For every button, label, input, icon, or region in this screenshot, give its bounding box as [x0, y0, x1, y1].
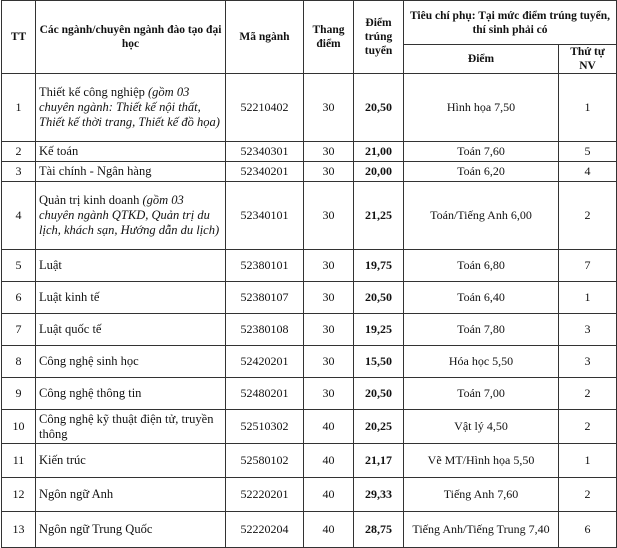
major-name	[36, 74, 226, 142]
major-code: 52220201	[226, 478, 304, 512]
header-major: Các ngành/chuyên ngành đào tạo đại học	[36, 1, 226, 74]
admission-score: 20,25	[354, 410, 404, 444]
admission-table	[1, 0, 617, 548]
major-title: Luật quốc tế	[39, 322, 102, 336]
score-scale: 40	[304, 410, 354, 444]
major-name	[36, 250, 226, 282]
admission-score: 19,75	[354, 250, 404, 282]
table-row	[2, 314, 617, 346]
major-title: Công nghệ sinh học	[39, 354, 139, 368]
major-name	[36, 282, 226, 314]
table-row	[2, 74, 617, 142]
major-note: (gồm 03 chuyên ngành QTKD, Quản trị du lịch, khách sạn, Hướng dẫn du lịch)	[39, 193, 220, 237]
criteria-score: Vật lý 4,50	[404, 410, 559, 444]
major-code: 52380107	[226, 282, 304, 314]
priority-order: 6	[559, 512, 617, 548]
admission-score: 15,50	[354, 346, 404, 378]
score-scale: 30	[304, 346, 354, 378]
header-criteria-score: Điểm	[404, 45, 559, 74]
admission-score: 20,50	[354, 378, 404, 410]
priority-order: 3	[559, 314, 617, 346]
row-number: 11	[2, 444, 36, 478]
table-row	[2, 478, 617, 512]
row-number: 10	[2, 410, 36, 444]
row-number: 4	[2, 182, 36, 250]
admission-score: 21,00	[354, 142, 404, 162]
table-row	[2, 142, 617, 162]
score-scale: 30	[304, 74, 354, 142]
score-scale: 30	[304, 250, 354, 282]
criteria-score: Tiếng Anh/Tiếng Trung 7,40	[404, 512, 559, 548]
priority-order: 2	[559, 410, 617, 444]
major-name	[36, 444, 226, 478]
criteria-score: Hình họa 7,50	[404, 74, 559, 142]
major-title: Ngôn ngữ Anh	[39, 487, 114, 501]
major-title: Quản trị kinh doanh	[39, 193, 140, 207]
major-title: Ngôn ngữ Trung Quốc	[39, 522, 153, 536]
table-row	[2, 250, 617, 282]
admission-score: 20,50	[354, 282, 404, 314]
major-name	[36, 142, 226, 162]
priority-order: 5	[559, 142, 617, 162]
major-title: Luật	[39, 258, 62, 272]
row-number: 8	[2, 346, 36, 378]
criteria-score: Toán/Tiếng Anh 6,00	[404, 182, 559, 250]
table-row	[2, 346, 617, 378]
criteria-score: Toán 6,80	[404, 250, 559, 282]
criteria-score: Tiếng Anh 7,60	[404, 478, 559, 512]
row-number: 13	[2, 512, 36, 548]
priority-order: 2	[559, 182, 617, 250]
row-number: 3	[2, 162, 36, 182]
major-name	[36, 346, 226, 378]
score-scale: 30	[304, 282, 354, 314]
major-code: 52340201	[226, 162, 304, 182]
row-number: 2	[2, 142, 36, 162]
priority-order: 1	[559, 444, 617, 478]
major-title: Công nghệ thông tin	[39, 386, 142, 400]
admission-score: 20,00	[354, 162, 404, 182]
row-number: 5	[2, 250, 36, 282]
major-code: 52510302	[226, 410, 304, 444]
row-number: 7	[2, 314, 36, 346]
major-code: 52340301	[226, 142, 304, 162]
criteria-score: Toán 7,80	[404, 314, 559, 346]
priority-order: 3	[559, 346, 617, 378]
major-title: Kế toán	[39, 144, 79, 158]
major-name	[36, 512, 226, 548]
admission-score: 21,17	[354, 444, 404, 478]
row-number: 9	[2, 378, 36, 410]
major-title: Tài chính - Ngân hàng	[39, 164, 152, 178]
header-score: Điểm trúng tuyển	[354, 1, 404, 74]
major-code: 52340101	[226, 182, 304, 250]
major-code: 52480201	[226, 378, 304, 410]
major-name	[36, 410, 226, 444]
header-scale: Thang điểm	[304, 1, 354, 74]
major-code: 52210402	[226, 74, 304, 142]
table-row	[2, 410, 617, 444]
major-code: 52380101	[226, 250, 304, 282]
priority-order: 7	[559, 250, 617, 282]
priority-order: 2	[559, 378, 617, 410]
major-title: Công nghệ kỹ thuật điện tử, truyền thông	[39, 411, 214, 441]
table-row	[2, 182, 617, 250]
score-scale: 30	[304, 182, 354, 250]
table-row	[2, 378, 617, 410]
major-code: 52380108	[226, 314, 304, 346]
major-name	[36, 478, 226, 512]
major-name	[36, 182, 226, 250]
table-row	[2, 282, 617, 314]
score-scale: 40	[304, 512, 354, 548]
header-priority: Thứ tự NV	[559, 45, 617, 74]
major-code: 52220204	[226, 512, 304, 548]
admission-score: 28,75	[354, 512, 404, 548]
row-number: 6	[2, 282, 36, 314]
admission-score: 29,33	[354, 478, 404, 512]
score-scale: 40	[304, 444, 354, 478]
score-scale: 30	[304, 378, 354, 410]
priority-order: 1	[559, 74, 617, 142]
table-row	[2, 162, 617, 182]
criteria-score: Toán 7,60	[404, 142, 559, 162]
criteria-score: Toán 6,20	[404, 162, 559, 182]
major-title: Kiến trúc	[39, 453, 86, 467]
score-scale: 30	[304, 314, 354, 346]
header-criteria: Tiêu chí phụ: Tại mức điểm trúng tuyển, thí sinh phải có	[404, 1, 617, 45]
major-title: Luật kinh tế	[39, 290, 100, 304]
major-code: 52420201	[226, 346, 304, 378]
admission-score: 21,25	[354, 182, 404, 250]
major-title: Thiết kế công nghiệp	[39, 85, 145, 99]
priority-order: 1	[559, 282, 617, 314]
criteria-score: Toán 7,00	[404, 378, 559, 410]
score-scale: 40	[304, 478, 354, 512]
major-code: 52580102	[226, 444, 304, 478]
major-name	[36, 314, 226, 346]
priority-order: 2	[559, 478, 617, 512]
header-code: Mã ngành	[226, 1, 304, 74]
criteria-score: Toán 6,40	[404, 282, 559, 314]
table-row	[2, 444, 617, 478]
score-scale: 30	[304, 162, 354, 182]
table-row	[2, 512, 617, 548]
major-name	[36, 378, 226, 410]
header-tt: TT	[2, 1, 36, 74]
admission-score: 19,25	[354, 314, 404, 346]
admission-score: 20,50	[354, 74, 404, 142]
priority-order: 4	[559, 162, 617, 182]
major-note: (gồm 03 chuyên ngành: Thiết kế nội thất, Thiết kế thời trang, Thiết kế đồ họa)	[39, 85, 220, 129]
criteria-score: Vẽ MT/Hình họa 5,50	[404, 444, 559, 478]
row-number: 12	[2, 478, 36, 512]
row-number: 1	[2, 74, 36, 142]
criteria-score: Hóa học 5,50	[404, 346, 559, 378]
major-name	[36, 162, 226, 182]
score-scale: 30	[304, 142, 354, 162]
